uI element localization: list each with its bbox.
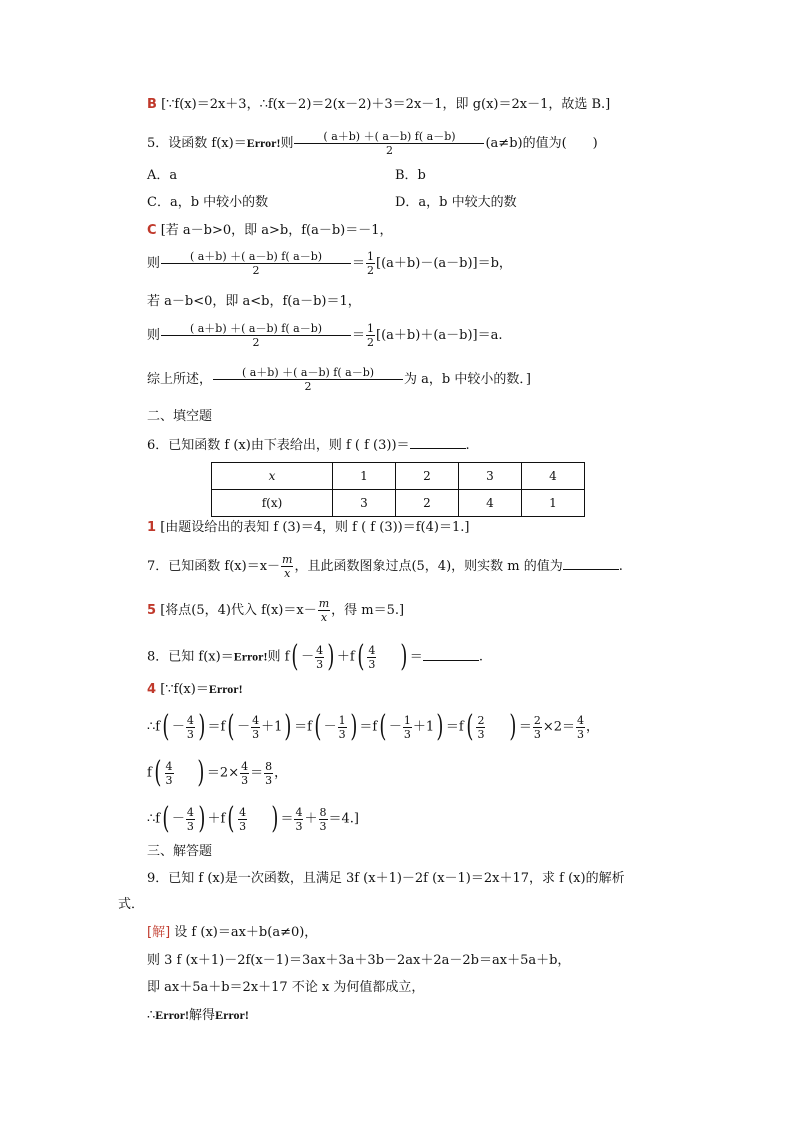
table-cell: 4 <box>459 490 522 517</box>
question-8: 8．已知 f(x)＝Error!则 f( － $\frac{4}{3}$ ) ＋f( $\frac{4}{3}$ ) ＝ . <box>147 639 483 674</box>
text: 7．已知函数 f(x)＝x－ <box>147 559 281 574</box>
answer-text: [若 a－b>0，即 a>b，f(a－b)＝－1， <box>160 223 393 238</box>
fraction <box>161 250 351 277</box>
table-cell: 3 <box>459 463 522 490</box>
fraction <box>319 806 328 833</box>
solution-label: [解] <box>147 925 171 940</box>
fraction <box>213 366 403 393</box>
table-cell: 4 <box>522 463 585 490</box>
answer-letter: 1 <box>147 520 157 535</box>
q9-solution-line1 <box>147 924 317 942</box>
q8-answer-line3: f( $\frac{4}{3}$ ) ＝2× $\frac{4}{3}$ ＝ $\frac{8}{3}$ ， <box>147 755 288 790</box>
fraction <box>165 760 174 787</box>
paren: ) <box>436 709 444 744</box>
table-cell: 2 <box>396 490 459 517</box>
option-a: A．a <box>147 168 178 183</box>
numerator: 4 <box>186 805 194 819</box>
option-c: C．a，b 中较小的数 <box>147 195 269 210</box>
denominator: 3 <box>186 727 194 741</box>
table-cell: 2 <box>396 463 459 490</box>
paren: ( <box>291 639 299 674</box>
fraction <box>186 806 195 833</box>
q8-answer-line4: ∴f( － $\frac{4}{3}$ ) ＋f( $\frac{4}{3}$ ) ＝ $\frac{4}{3}$ ＋ $\frac{8}{3}$ ＝4.] <box>147 801 359 836</box>
numerator: 2 <box>477 713 485 727</box>
table-cell: 3 <box>333 490 396 517</box>
fraction <box>251 714 260 741</box>
fraction <box>161 322 351 349</box>
denominator: 2 <box>213 379 403 393</box>
error-text: Error! <box>246 136 281 150</box>
text: [∵f(x)＝ <box>160 682 209 697</box>
q7-answer <box>147 597 404 624</box>
q9-solution-line2: 则 3 f (x＋1)－2f(x－1)＝3ax＋3a＋3b－2ax＋2a－2b＝ax＋5a＋b， <box>147 953 571 968</box>
text: 综上所述， <box>147 372 213 387</box>
paren: ) <box>400 639 408 674</box>
paren: ( <box>162 801 170 836</box>
fraction <box>186 714 195 741</box>
text: ＋f <box>336 649 355 665</box>
text: 则 <box>147 328 161 343</box>
option-b: B．b <box>395 168 426 183</box>
question-9-line2: 式． <box>118 897 145 912</box>
q5-answer-line4: 则 $\frac{( a+b) +( a-b) f( a-b)}{2}$ ＝ $\frac{1}{2}$ [(a＋b)＋(a－b)]＝a. <box>147 322 503 349</box>
answer-text: [由题设给出的表知 f (3)＝4，则 f ( f (3))＝f(4)＝1.] <box>160 520 470 535</box>
denominator: 3 <box>316 657 324 671</box>
fraction-half <box>366 322 375 349</box>
numerator: 1 <box>403 713 411 727</box>
fraction <box>338 714 347 741</box>
numerator: 1 <box>338 713 346 727</box>
table-row <box>212 463 585 490</box>
denominator: 3 <box>319 819 327 833</box>
answer-letter: C <box>147 223 157 238</box>
fraction <box>476 714 485 741</box>
q8-answer-line1 <box>147 680 243 699</box>
answer-blank <box>423 648 479 661</box>
answer-blank <box>410 436 466 449</box>
text: . <box>478 649 483 665</box>
fraction <box>533 714 542 741</box>
error-text: Error! <box>208 682 243 696</box>
q8-answer-line2: ∴f( － $\frac{4}{3}$ ) ＝f( － $\frac{4}{3}$ ＋1) ＝f( － $\frac{1}{3}$ ) ＝f( － $\frac{1}{3}$ ＋1) ＝f( $\frac{2}{3}$ ) ＝ $\frac{2}{3}$ ×2＝ $\frac{4}{3}$ ， <box>147 709 600 744</box>
denominator: 3 <box>368 657 376 671</box>
error-text: Error! <box>155 1008 190 1022</box>
text: 则 f <box>267 649 290 665</box>
text: [将点(5，4)代入 f(x)＝x－ <box>160 603 317 618</box>
fraction <box>315 644 324 671</box>
error-text: Error! <box>233 649 268 664</box>
denominator: 3 <box>403 727 411 741</box>
numerator: 4 <box>241 759 249 773</box>
text: ，且此函数图象过点(5，4)，则实数 m 的值为 <box>294 559 563 574</box>
numerator: 4 <box>239 805 247 819</box>
text: ∴f <box>147 719 161 735</box>
text: . <box>465 438 470 453</box>
denominator: 3 <box>265 773 273 787</box>
q4-answer <box>147 96 610 114</box>
numerator: 4 <box>295 805 303 819</box>
paren: ) <box>284 709 292 744</box>
table-cell: 1 <box>522 490 585 517</box>
denominator: x <box>318 610 330 624</box>
denominator: x <box>281 566 293 580</box>
q5-answer-line5 <box>147 366 531 393</box>
q5-prefix: 5．设函数 f(x)＝ <box>147 136 247 151</box>
paren: ( <box>314 709 322 744</box>
section-title: 二、填空题 <box>147 409 213 424</box>
fraction <box>403 714 412 741</box>
text: ＝ <box>409 649 423 665</box>
denominator: 3 <box>241 773 249 787</box>
fraction <box>240 760 249 787</box>
table-cell: f(x) <box>212 490 333 517</box>
fraction <box>367 644 376 671</box>
text: 解得 <box>189 1008 216 1023</box>
answer-letter: B <box>147 97 157 112</box>
question-5 <box>147 130 598 157</box>
denominator: 3 <box>338 727 346 741</box>
numerator: m <box>318 597 330 610</box>
denominator: 3 <box>239 819 247 833</box>
fraction <box>294 806 303 833</box>
denominator: 3 <box>165 773 173 787</box>
q5-answer-line1 <box>147 222 393 240</box>
numerator: m <box>282 553 293 566</box>
text: [(a＋b)＋(a－b)]＝a. <box>376 328 503 343</box>
paren: ) <box>198 801 206 836</box>
numerator: 1 <box>367 322 375 335</box>
denominator: 3 <box>252 727 260 741</box>
denominator: 2 <box>294 143 484 157</box>
paren: ( <box>379 709 387 744</box>
denominator: 2 <box>367 336 375 349</box>
error-text: Error! <box>215 1008 249 1022</box>
numerator: 4 <box>252 713 260 727</box>
question-9-line1: 9．已知 f (x)是一次函数，且满足 3f (x＋1)－2f (x－1)＝2x＋17，求 f (x)的解析 <box>147 871 625 886</box>
denominator: 2 <box>161 263 351 277</box>
numerator: 4 <box>316 643 324 657</box>
numerator: 4 <box>186 713 194 727</box>
text: ，得 m＝5.] <box>331 603 405 618</box>
denominator: 3 <box>186 819 194 833</box>
q9-solution-line4 <box>147 1006 249 1025</box>
answer-text: [∵f(x)＝2x＋3，∴f(x－2)＝2(x－2)＋3＝2x－1，即 g(x)＝2x－1，故选 B.] <box>161 97 611 112</box>
paren: ) <box>271 801 279 836</box>
text: ＝2× <box>206 765 240 781</box>
fraction <box>238 806 247 833</box>
text: 则 <box>147 256 161 271</box>
table-cell: 1 <box>333 463 396 490</box>
answer-blank <box>563 557 619 570</box>
text: [(a＋b)－(a－b)]＝b， <box>376 256 512 271</box>
paren: ) <box>509 709 517 744</box>
denominator: 3 <box>533 727 541 741</box>
numerator: ( a＋b) ＋( a－b) f( a－b) <box>189 250 323 263</box>
table-row <box>212 490 585 517</box>
fraction <box>318 597 330 624</box>
numerator: 8 <box>319 805 327 819</box>
table-cell: x <box>212 463 333 490</box>
q5-answer-line2: 则 $\frac{( a+b) +( a-b) f( a-b)}{2}$ ＝ $\frac{1}{2}$ [(a＋b)－(a－b)]＝b， <box>147 250 512 277</box>
numerator: 4 <box>577 713 585 727</box>
fraction <box>576 714 585 741</box>
paren: ) <box>197 755 205 790</box>
answer-letter: 4 <box>147 682 157 697</box>
numerator: 1 <box>367 250 375 263</box>
text: 为 a，b 中较小的数．] <box>404 372 531 387</box>
text: . <box>618 559 623 574</box>
numerator: 8 <box>265 759 273 773</box>
text: 6．已知函数 f (x)由下表给出，则 f ( f (3))＝ <box>147 438 410 453</box>
q9-solution-line3: 即 ax＋5a＋b＝2x＋17 不论 x 为何值都成立， <box>147 980 425 995</box>
paren: ( <box>227 709 235 744</box>
text: ∴ <box>147 1008 156 1023</box>
text: ， <box>274 765 288 781</box>
denominator: 3 <box>295 819 303 833</box>
function-table <box>211 462 585 517</box>
text: 设 f (x)＝ax＋b(a≠0)， <box>174 925 318 940</box>
paren: ( <box>357 639 365 674</box>
paren: ( <box>466 709 474 744</box>
paren: ( <box>227 801 235 836</box>
text: ＝4.] <box>328 811 359 827</box>
answer-letter: 5 <box>147 603 157 618</box>
q6-answer <box>147 519 469 537</box>
numerator: ( a＋b) ＋( a－b) f( a－b) <box>323 130 456 143</box>
q5-suffix: (a≠b)的值为( ) <box>485 136 598 151</box>
paren: ) <box>198 709 206 744</box>
paren: ( <box>154 755 162 790</box>
numerator: ( a＋b) ＋( a－b) f( a－b) <box>189 322 323 335</box>
q5-mid: 则 <box>280 136 294 151</box>
question-6 <box>147 436 470 455</box>
numerator: 4 <box>368 643 376 657</box>
question-7 <box>147 553 623 580</box>
fraction <box>294 130 484 157</box>
fraction <box>264 760 273 787</box>
denominator: 3 <box>577 727 585 741</box>
fraction-half <box>366 250 375 277</box>
fraction <box>281 553 293 580</box>
q5-answer-line3: 若 a－b<0，即 a<b，f(a－b)＝1， <box>147 294 361 309</box>
numerator: ( a＋b) ＋( a－b) f( a－b) <box>241 366 375 379</box>
paren: ( <box>162 709 170 744</box>
denominator: 3 <box>477 727 485 741</box>
paren: ) <box>327 639 335 674</box>
denominator: 2 <box>367 264 375 277</box>
numerator: 2 <box>533 713 541 727</box>
option-d: D．a，b 中较大的数 <box>395 195 517 210</box>
denominator: 2 <box>161 335 351 349</box>
text: 8．已知 f(x)＝ <box>147 649 234 665</box>
numerator: 4 <box>165 759 173 773</box>
section-title: 三、解答题 <box>147 844 213 859</box>
text: ∴f <box>147 811 161 827</box>
paren: ) <box>349 709 358 744</box>
